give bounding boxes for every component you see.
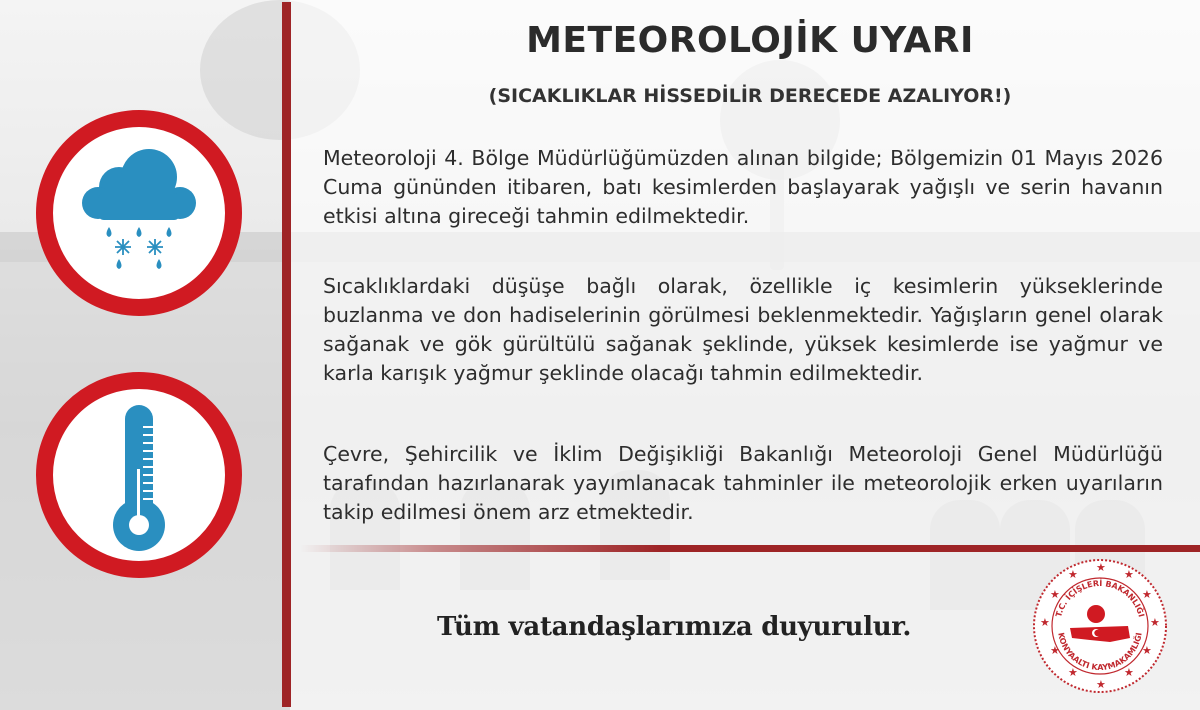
svg-text:★: ★	[1142, 644, 1152, 657]
horizontal-divider	[300, 545, 1200, 552]
svg-text:★: ★	[1124, 666, 1134, 679]
page-subtitle: (SICAKLIKLAR HİSSEDİLİR DERECEDE AZALIYOR!)	[488, 85, 1012, 107]
paragraph-forecast: Meteoroloji 4. Bölge Müdürlüğümüzden alınan bilgide; Bölgemizin 01 Mayıs 2026 Cuma gününden itibaren, batı kesimlerden başlayarak yağışlı ve serin havanın etkisi altına gireceği tahmin edilmektedir.	[323, 146, 1163, 228]
page-title: METEOROLOJİK UYARI	[526, 20, 974, 61]
paragraph-advisory: Çevre, Şehircilik ve İklim Değişikliği Bakanlığı Meteoroloji Genel Müdürlüğü tarafından hazırlanarak yayımlanacak tahminler ile meteorolojik erken uyarıların takip edilmesi önem arz etmektedir.	[323, 442, 1163, 524]
thermometer-icon	[36, 372, 242, 578]
svg-text:★: ★	[1050, 644, 1060, 657]
cloud-rain-snow-icon	[36, 110, 242, 316]
paragraph-frost-warning: Sıcaklıklardaki düşüşe bağlı olarak, özellikle iç kesimlerin yükseklerinde buzlanma ve don hadiselerinin görülmesi beklenmektedir. Yağışların genel olarak sağanak ve gök gürültülü sağanak şeklinde, yüksek kesimlerde ise yağmur ve karla karışık yağmur şeklinde olacağı tahmin edilmektedir.	[323, 274, 1163, 385]
svg-text:★: ★	[1150, 616, 1160, 629]
svg-text:KONYAALTI KAYMAKAMLIĞI: KONYAALTI KAYMAKAMLIĞI	[1056, 631, 1144, 673]
ministry-seal-logo	[1030, 556, 1170, 696]
svg-text:★: ★	[1096, 561, 1106, 574]
svg-text:★: ★	[1096, 678, 1106, 691]
vertical-divider	[282, 2, 291, 707]
svg-text:★: ★	[1068, 666, 1078, 679]
svg-text:★: ★	[1068, 568, 1078, 581]
svg-text:★: ★	[1124, 568, 1134, 581]
svg-text:T.C. İÇİŞLERİ BAKANLIĞI: T.C. İÇİŞLERİ BAKANLIĞI	[1054, 578, 1146, 619]
svg-text:★: ★	[1040, 616, 1050, 629]
svg-text:★: ★	[1050, 588, 1060, 601]
svg-text:★: ★	[1142, 588, 1152, 601]
footer-announcement: Tüm vatandaşlarımıza duyurulur.	[437, 612, 912, 642]
